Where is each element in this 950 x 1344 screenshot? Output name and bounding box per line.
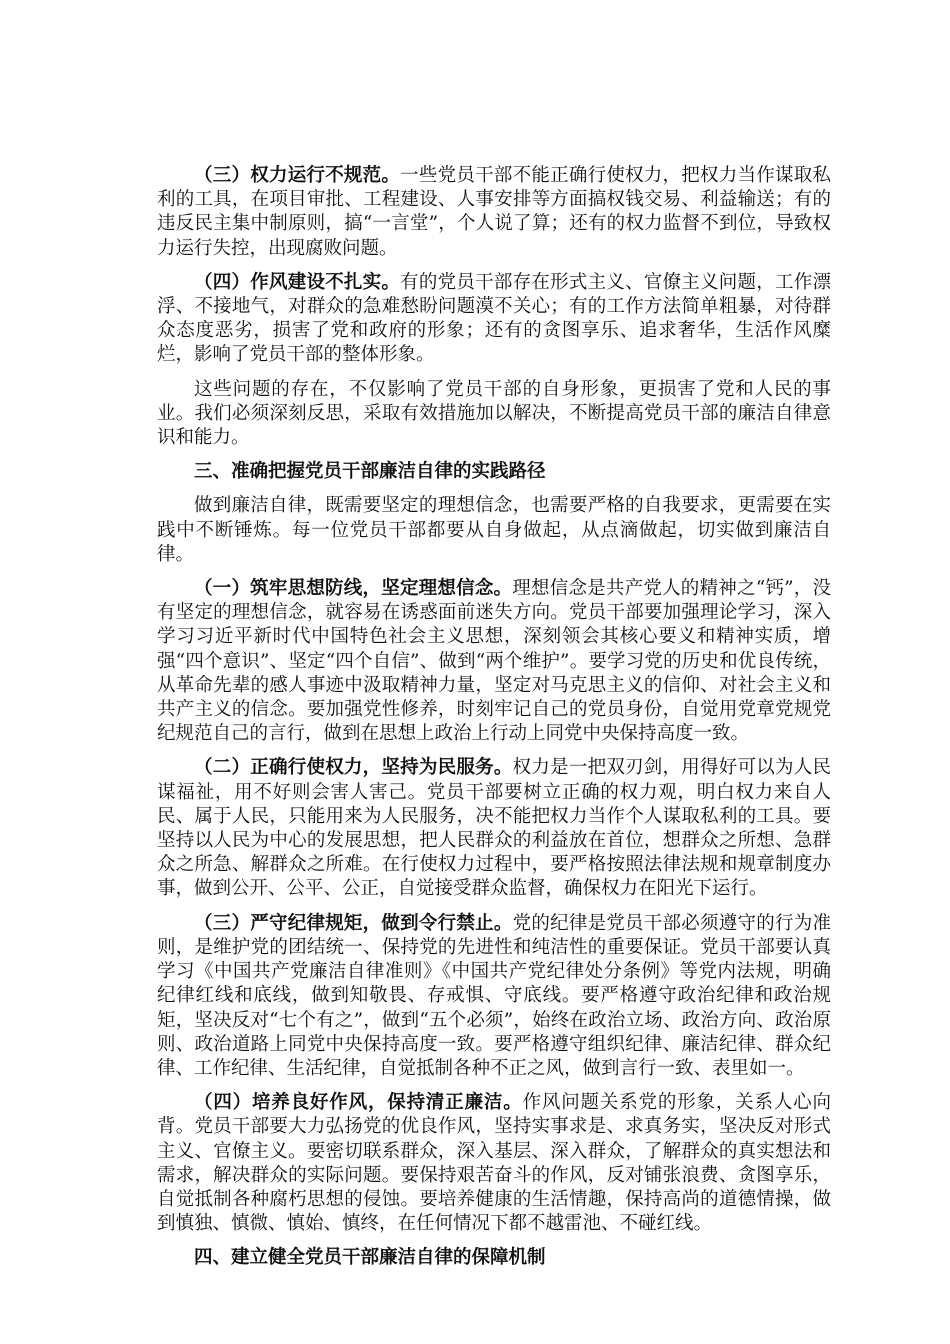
- paragraph-body: 一些党员干部不能正确行使权力，把权力当作谋取私利的工具，在项目审批、工程建设、人事安排等方面搞权钱交易、利益输送；有的违反民主集中制原则，搞“一言堂”，个人说了算；还有的权力监督不到位，导致权力运行失控，出现腐败问题。: [157, 165, 831, 259]
- section-heading-3: 三、准确把握党员干部廉洁自律的实践路径: [194, 461, 546, 483]
- paragraph-style: [157, 1091, 831, 1236]
- paragraph-discipline: [157, 912, 831, 1081]
- section-heading-4: 四、建立健全党员干部廉洁自律的保障机制: [194, 1247, 546, 1269]
- paragraph-lead: （四）作风建设不扎实。: [194, 271, 401, 293]
- paragraph-body: 作风问题关系党的形象，关系人心向背。党员干部要大力弘扬党的优良作风，坚持实事求是、求真务实，坚决反对形式主义、官僚主义。要密切联系群众，深入基层、深入群众，了解群众的真实想法和需求，解决群众的实际问题。要保持艰苦奋斗的作风，反对铺张浪费、贪图享乐，自觉抵制各种腐朽思想的侵蚀。要培养健康的生活情趣，保持高尚的道德情操，做到慎独、慎微、慎始、慎终，在任何情况下都不越雷池、不碰红线。: [157, 1092, 831, 1235]
- paragraph-power: [157, 756, 831, 901]
- paragraph-intro: [157, 494, 831, 567]
- paragraph-lead: （二）正确行使权力，坚持为民服务。: [194, 757, 513, 779]
- paragraph-work-style: [157, 271, 831, 368]
- document-page: [157, 164, 831, 1281]
- paragraph-body: 权力是一把双刃剑，用得好可以为人民谋福祉，用不好则会害人害己。党员干部要树立正确的权力观，明白权力来自人民、属于人民，只能用来为人民服务，决不能把权力当作个人谋取私利的工具。要坚持以人民为中心的发展思想，把人民群众的利益放在首位，想群众之所想、急群众之所急、解群众之所难。在行使权力过程中，要严格按照法律法规和规章制度办事，做到公开、公平、公正，自觉接受群众监督，确保权力在阳光下运行。: [157, 757, 831, 900]
- paragraph-body: 党的纪律是党员干部必须遵守的行为准则，是维护党的团结统一、保持党的先进性和纯洁性的重要保证。党员干部要认真学习《中国共产党廉洁自律准则》《中国共产党纪律处分条例》等党内法规，明确纪律红线和底线，做到知敬畏、存戒惧、守底线。要严格遵守政治纪律和政治规矩，坚决反对“七个有之”，做到“五个必须”，始终在政治立场、政治方向、政治原则、政治道路上同党中央保持高度一致。要严格遵守组织纪律、廉洁纪律、群众纪律、工作纪律、生活纪律，自觉抵制各种不正之风，做到言行一致、表里如一。: [157, 912, 831, 1079]
- paragraph-lead: （三）权力运行不规范。: [194, 165, 401, 186]
- paragraph-summary: [157, 378, 831, 451]
- paragraph-lead: （四）培养良好作风，保持清正廉洁。: [194, 1092, 523, 1114]
- paragraph-power-operation: [157, 164, 831, 261]
- paragraph-body: 做到廉洁自律，既需要坚定的理想信念，也需要严格的自我要求，更需要在实践中不断锤炼。每一位党员干部都要从自身做起，从点滴做起，切实做到廉洁自律。: [157, 495, 831, 565]
- paragraph-body: 这些问题的存在，不仅影响了党员干部的自身形象，更损害了党和人民的事业。我们必须深刻反思，采取有效措施加以解决，不断提高党员干部的廉洁自律意识和能力。: [157, 378, 831, 449]
- paragraph-lead: （一）筑牢思想防线，坚定理想信念。: [194, 578, 513, 600]
- paragraph-lead: （三）严守纪律规矩，做到令行禁止。: [194, 912, 513, 934]
- paragraph-ideals: [157, 577, 831, 746]
- paragraph-body: 有的党员干部存在形式主义、官僚主义问题，工作漂浮、不接地气，对群众的急难愁盼问题漠不关心；有的工作方法简单粗暴，对待群众态度恶劣，损害了党和政府的形象；还有的贪图享乐、追求奢华，生活作风糜烂，影响了党员干部的整体形象。: [157, 271, 831, 366]
- paragraph-body: 理想信念是共产党人的精神之“钙”，没有坚定的理想信念，就容易在诱惑面前迷失方向。党员干部要加强理论学习，深入学习习近平新时代中国特色社会主义思想，深刻领会其核心要义和精神实质，增强“四个意识”、坚定“四个自信”、做到“两个维护”。要学习党的历史和优良传统，从革命先辈的感人事迹中汲取精神力量，坚定对马克思主义的信仰、对社会主义和共产主义的信念。要加强党性修养，时刻牢记自己的党员身份，自觉用党章党规党纪规范自己的言行，做到在思想上政治上行动上同党中央保持高度一致。: [157, 578, 831, 745]
